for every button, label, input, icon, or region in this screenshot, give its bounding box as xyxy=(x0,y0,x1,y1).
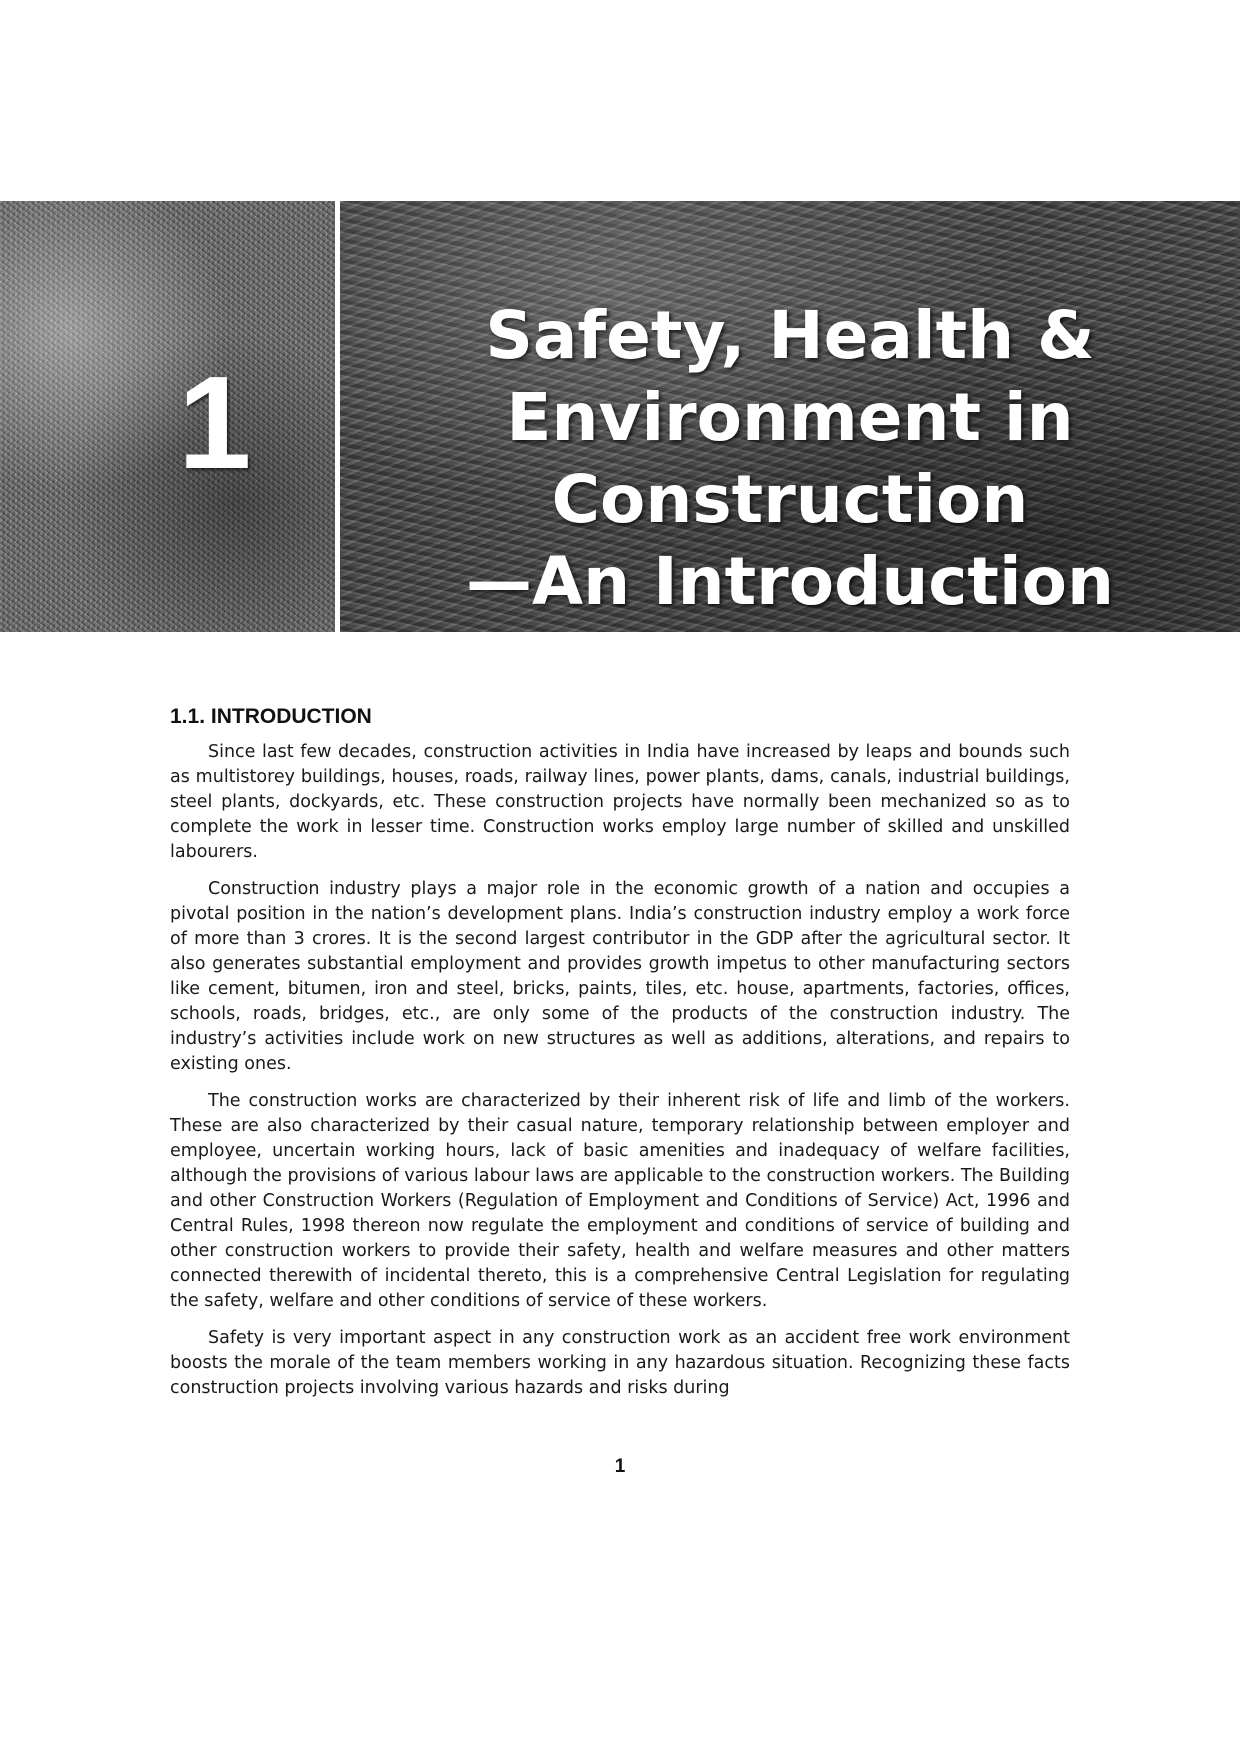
body-paragraph: Construction industry plays a major role in the economic growth of a nation and occupies a pivotal position in the nation’s development plans. India’s construction industry employ a work force of more than 3 crores. It is the second largest contributor in the GDP after the agricultural sector. It also generates substantial employment and provides growth impetus to other manufacturing sectors like cement, bitumen, iron and steel, bricks, paints, tiles, etc. house, apartments, factories, offices, schools, roads, bridges, etc., are only some of the products of the construction industry. The industry’s activities include work on new structures as well as additions, alterations, and repairs to existing ones. xyxy=(170,879,1070,1074)
chapter-title-panel xyxy=(340,201,1240,632)
chapter-banner xyxy=(0,201,1240,632)
chapter-title-line: Construction xyxy=(551,461,1029,538)
chapter-number-panel xyxy=(0,201,335,632)
chapter-number: 1 xyxy=(178,349,252,496)
page-number: 1 xyxy=(614,1456,626,1477)
body-paragraph: The construction works are characterized by their inherent risk of life and limb of the workers. These are also characterized by their casual nature, temporary relationship between employer and employee, uncertain working hours, lack of basic amenities and inadequacy of welfare facilities, although the provisions of various labour laws are applicable to the construction workers. The Building and other Construction Workers (Regulation of Employment and Conditions of Service) Act, 1996 and Central Rules, 1998 thereon now regulate the employment and conditions of service of building and other construction workers to provide their safety, health and welfare measures and other matters connected therewith of incidental thereto, this is a comprehensive Central Legislation for regulating the safety, welfare and other conditions of service of these workers. xyxy=(170,1091,1070,1311)
chapter-title-line: —An Introduction xyxy=(466,543,1114,620)
chapter-title-line: Environment in xyxy=(506,379,1074,456)
page-body xyxy=(170,700,1070,1413)
chapter-title-line: Safety, Health & xyxy=(485,297,1095,374)
body-paragraph: Safety is very important aspect in any construction work as an accident free work environment boosts the morale of the team members working in any hazardous situation. Recognizing these facts construction projects involving various hazards and risks during xyxy=(170,1328,1070,1398)
body-paragraph: Since last few decades, construction activities in India have increased by leaps and bounds such as multistorey buildings, houses, roads, railway lines, power plants, dams, canals, industrial buildings, steel plants, dockyards, etc. These construction projects have normally been mechanized so as to complete the work in lesser time. Construction works employ large number of skilled and unskilled labourers. xyxy=(170,742,1070,862)
chapter-title xyxy=(340,295,1240,623)
section-heading: 1.1. INTRODUCTION xyxy=(170,705,372,728)
